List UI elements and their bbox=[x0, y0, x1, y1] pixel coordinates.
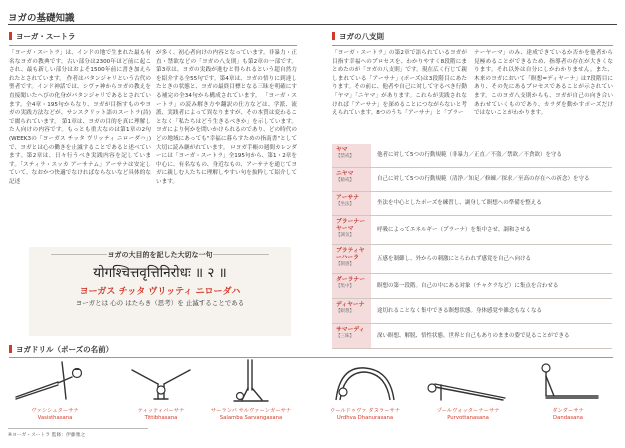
pose-caption: ティッティバーサナ Tittibhasana bbox=[137, 408, 185, 421]
quote-transliteration: ヨーガス チッタ ヴリッティ ニローダハ bbox=[79, 287, 241, 297]
pose-purvottanasana-figure bbox=[425, 370, 513, 402]
quote-title: ヨガの大目的を記した大切な一句 bbox=[107, 251, 213, 259]
pose-salamba-sarvangasana-figure bbox=[228, 358, 274, 404]
page-title: ヨガの基礎知識 bbox=[8, 13, 75, 24]
pose-caption: ダンダーサナ Dandasana bbox=[552, 408, 584, 421]
eight-limbs-heading-line bbox=[332, 45, 613, 46]
limb-row: ヤマ 【禁戒】 他者に対して5つの行動規範（非暴力／正直／不盗／禁欲／不貪欲）を守る bbox=[332, 144, 612, 168]
limb-row: プラーナーヤーマ 【調気】 呼吸によってエネルギー（プラーナ）を集中させ、調和させる bbox=[332, 216, 612, 245]
eight-limbs-table bbox=[332, 144, 612, 349]
paragraph: が多く、初心者向けの内容となっています。非暴力・正直・禁欲などの「ヨガの八支則」も第2章の一部です。第3章は、ヨガの実践が進むと得られるという超自然力を紹介する全55句です。第4章は、ヨガの悟りに到達したときの状態と、ヨガの最終目標となる三昧を明確にする補完の全34句から構成されています。 「ヨーガ・スートラ」の読み解き方や翻訳の仕方などは、学派、流派、実践者によって異なりますが、その本質は変わることなく「私たちはどう生きるべきか」を示しています。ヨガにより何かを問いかけられるのであり、どの時代のどの地域にあっても"幸福に暮らすための指南書"として大切に読み継がれています。 ロヨガ手帳の週間カレンダーには「ヨーガ・スートラ」全195句から、第1・2章を中心に、有名なもの、身近なもの、アーサナを通じてヨガに親しむ人たちに理解しやすい句を抜粋して紹介しています。 bbox=[156, 50, 298, 185]
limb-row: アーサナ 【坐法】 坐法を中心としたポーズを練習し、調身して瞑想への準備を整える bbox=[332, 192, 612, 216]
quote-line-right bbox=[213, 254, 269, 255]
pose-caption: サーランバ サルヴァーンガーサナ Salamba Sarvangasana bbox=[210, 408, 292, 421]
eight-limbs-heading: ヨガの八支則 bbox=[332, 31, 384, 42]
yoga-sutra-col1 bbox=[9, 49, 151, 187]
yoga-drill-heading-line bbox=[9, 357, 613, 358]
pose-tittibhasana-figure bbox=[128, 362, 194, 402]
yoga-sutra-heading-line bbox=[9, 45, 297, 46]
footer-divider bbox=[8, 428, 148, 429]
yoga-drill-heading: ヨガドリル（ポーズの名前） bbox=[9, 344, 113, 355]
pose-caption: プールヴォッターナーサナ Purvottanasana bbox=[436, 408, 500, 421]
limb-row: ニヤマ 【勧戒】 自己に対して5つの行動規範（清浄／知足／修練／探求／至高の存在への祈念）を守る bbox=[332, 168, 612, 192]
footer-note: ※ヨーガ・スートラ 監修：伊藤雅之 bbox=[8, 433, 86, 438]
limb-row: プラティヤーハーラ 【制感】 五感を制御し、外からの刺激にとらわれず感覚を自己へ向ける bbox=[332, 245, 612, 274]
pose-caption: ウールドゥヴァ ダヌラーサナ Urdhva Dhanurasana bbox=[329, 408, 401, 421]
eight-limbs-col2: ナーヤーマ」のみ、達成できているか否かを他者から見極めることができるため、指導者の存在が大きくなります。それ以外は自分にしかわかりません。また、木来のヨガにおいて「瞑想=ディヤーナ」は7段階目にあり、その先にあるプロセスであることが示されています。このヨガ八支則からも、ヨガが自己の向き合いあわせていくものであり、カラダを動かすポーズだけではないことがわかります。 bbox=[474, 50, 613, 117]
quote-sanskrit: योगश्चित्तवृत्तिनिरोधः ॥ २ ॥ bbox=[93, 265, 227, 281]
yoga-sutra-col2 bbox=[156, 49, 297, 187]
limb-row: ディヤーナ 【瞑想】 途切れることなく集中できる瞑想状態。身体感覚や雑念もなくなる bbox=[332, 299, 612, 324]
pose-caption: ヴァシシュターサナ Vasisthasana bbox=[31, 408, 79, 421]
pose-urdhva-dhanurasana-figure bbox=[330, 362, 400, 402]
pose-vasisthasana-figure bbox=[14, 360, 98, 402]
limb-row: ダーラナー 【集中】 瞑想の第一段階。自己の中にある対象（チャクラなど）に集点を合わせる bbox=[332, 274, 612, 299]
quote-box bbox=[29, 247, 291, 336]
eight-limbs-col1: 「ヨーガ・スートラ」の第2章で語られているヨガが目指す幸福へのプロセスを、わかりやすく8段階にまとめたのが「ヨガの八支則」です。現在広く行じて親しまれている「アーサナ」(ポーズ)は3段階目にあたります。その前に、他者や自己に対して守るべき行動「ヤマ」「ニヤマ」があります。これらが実践されなければ「アーサナ」を深めることにつながらないと考えられています。8つのうち「アーサナ」と「プラー bbox=[332, 50, 467, 117]
quote-meaning: ヨーガとは 心の はたらき（思考）を 止滅することである bbox=[75, 299, 245, 307]
paragraph: 「ヨーガ・スートラ」は、インドの地で生まれた最も有名なヨガの教典です。古い部分は2300年ほど前に起こされ、最も新しい部分はおよそ1500年前に書き加えられたとされています。 作者はパタンジャリという古代の聖者です。インド神話では、シヴァ神からヨガの教えを直接聞いたへびの化身がパタンジャリであるとされています。全4章・195句からなり、ヨガが目指すものやヨガの実践方法などが、サンスクリット語のスートラ(詩)で綴られています。 第1章は、ヨガの目的を真に理解した人向けの内容です。もっとも重大なのは第1章の2句(WEEK3の「ヨーガス チッタ ヴリッティ ニローダハ」)で、ヨガとは心の働きを止滅することであると述べています。第2章は、日々行うべき実践内容を記しています。「スティラ・スッカ アーサナム」アーサナは安定していて、なおかつ快適でなければならないなど具体的な記述 bbox=[9, 50, 152, 185]
limb-row: サマーディ 【三昧】 深い瞑想、解脱、悟性状態。世界と自己もありのままの姿で見ることができる bbox=[332, 324, 612, 349]
header-divider bbox=[8, 24, 617, 25]
yoga-sutra-heading: ヨーガ・スートラ bbox=[9, 31, 75, 42]
pose-dandasana-figure bbox=[532, 362, 602, 402]
